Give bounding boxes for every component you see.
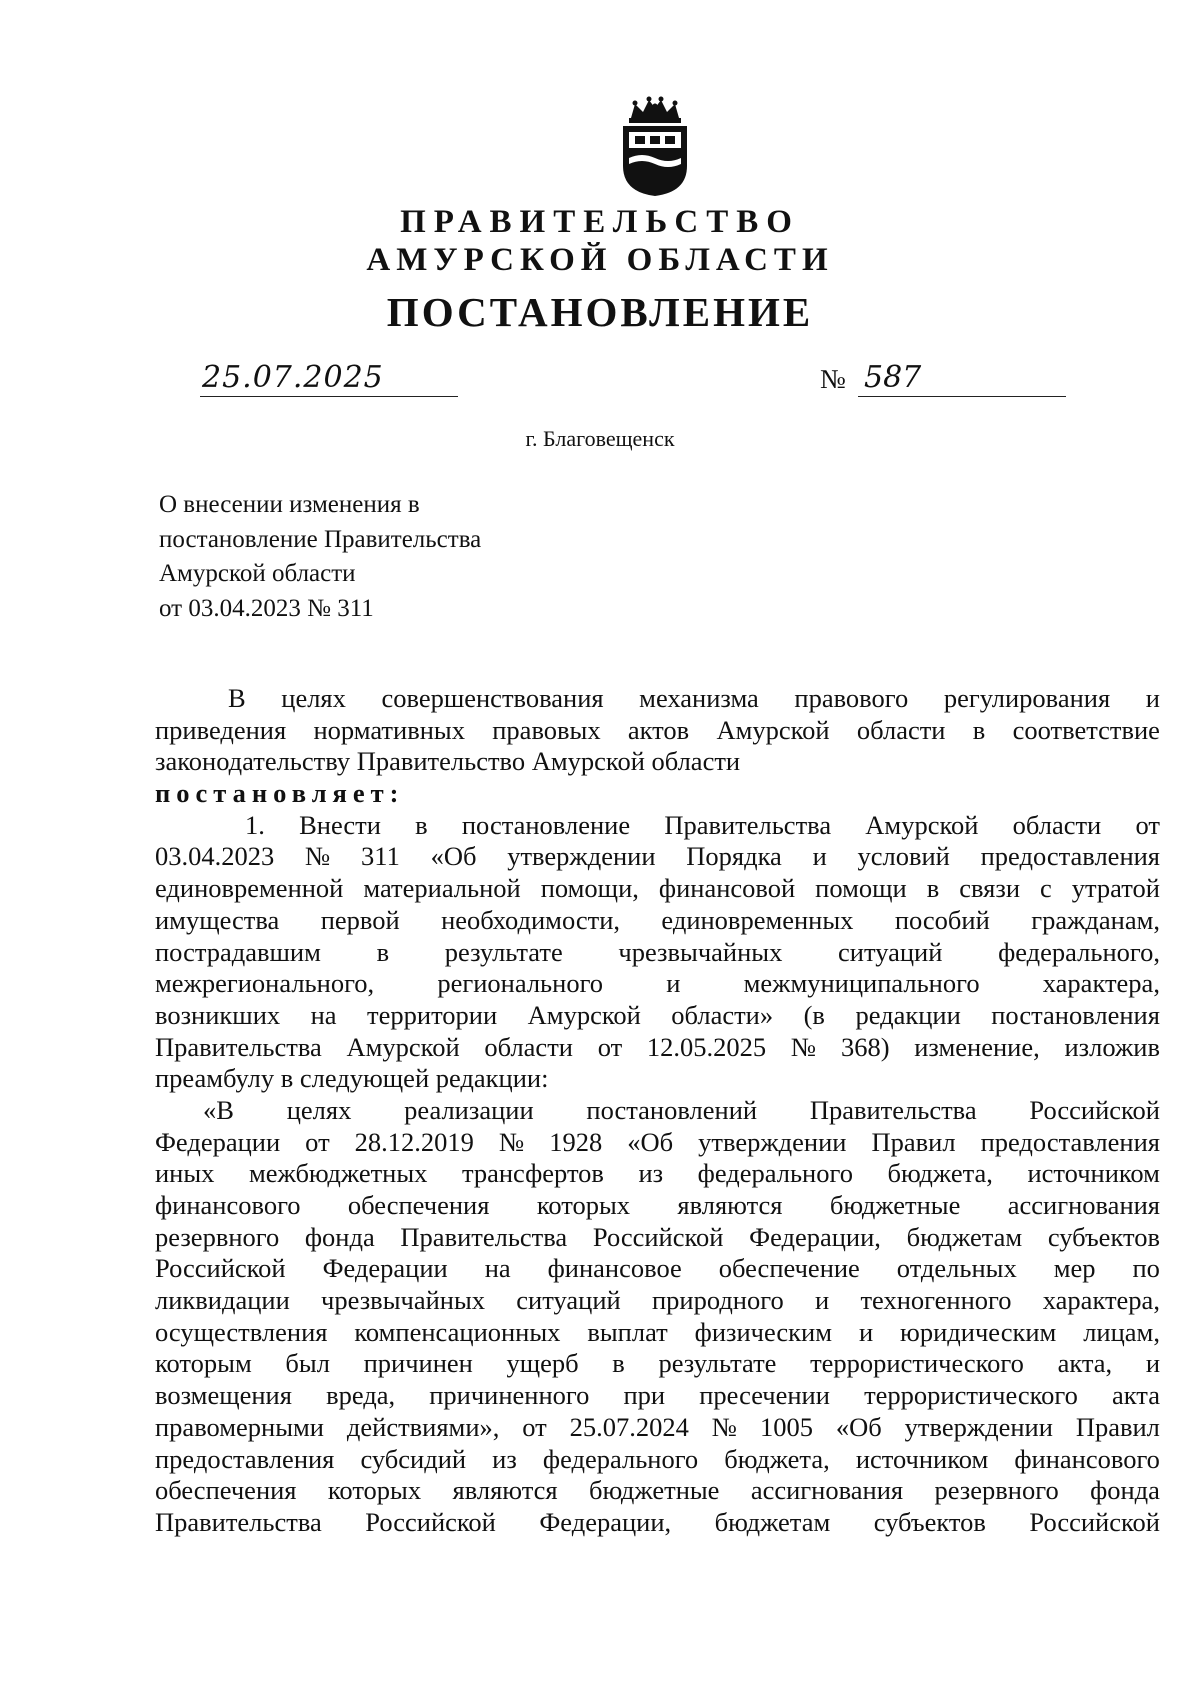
body-word: ситуаций	[838, 936, 943, 967]
body-word: Правил	[871, 1126, 956, 1157]
body-word: первой	[320, 904, 400, 935]
body-word: был	[285, 1348, 330, 1379]
body-word: Российской	[155, 1253, 286, 1284]
body-word: 28.12.2019	[354, 1126, 474, 1157]
subject-line: постановление Правительства	[159, 525, 482, 553]
body-word: помощи	[815, 873, 907, 904]
body-word: 12.05.2025	[646, 1031, 767, 1062]
body-word: от	[305, 1126, 330, 1157]
body-word: 25.07.2024	[569, 1411, 689, 1442]
body-line	[155, 841, 1160, 873]
document-date: 25.07.2025	[202, 360, 384, 395]
body-word: источником	[1027, 1158, 1160, 1189]
body-word: имущества	[155, 904, 280, 935]
body-word: характера,	[1042, 968, 1160, 999]
body-word: Российской	[592, 1221, 724, 1252]
body-word: Амурской	[527, 999, 641, 1030]
body-word: утверждении	[904, 1411, 1053, 1442]
document-body	[155, 683, 1160, 1539]
body-word: Правительства	[155, 1031, 322, 1062]
body-line	[155, 1412, 1160, 1444]
body-word: Федерации,	[539, 1506, 672, 1537]
body-line	[155, 1000, 1160, 1032]
body-word: и	[814, 1285, 830, 1316]
body-word: фонда	[304, 1221, 375, 1252]
document-subject	[159, 488, 481, 626]
body-word: (в	[803, 999, 825, 1030]
body-word: лицам,	[1083, 1316, 1160, 1347]
body-word: ликвидации	[155, 1285, 290, 1316]
body-word: субъектов	[1047, 1221, 1160, 1252]
body-word: Правил	[1075, 1411, 1160, 1442]
body-word: предоставления	[155, 1443, 335, 1474]
body-word: резервного	[934, 1475, 1059, 1506]
body-word: «В	[203, 1094, 234, 1125]
body-word: 368)	[840, 1031, 890, 1062]
body-word: Федерации	[155, 1126, 281, 1157]
body-word: субсидий	[360, 1443, 467, 1474]
body-word: и	[812, 841, 827, 872]
body-line	[155, 1285, 1160, 1317]
body-line	[155, 1222, 1160, 1254]
body-word: Правительства	[809, 1094, 977, 1125]
body-word: межбюджетных	[248, 1158, 428, 1189]
body-line	[155, 1444, 1160, 1476]
body-word: которым	[155, 1348, 252, 1379]
body-word: нормативных	[313, 714, 465, 745]
body-word: обеспечение	[718, 1253, 860, 1284]
body-line	[155, 1380, 1160, 1412]
body-word: изложив	[1064, 1031, 1160, 1062]
body-word: характера,	[1042, 1285, 1160, 1316]
body-line	[155, 1190, 1160, 1222]
body-word: области	[1012, 809, 1102, 840]
body-line	[155, 1348, 1160, 1380]
body-word: утверждении	[507, 841, 656, 872]
body-word: ситуаций	[516, 1285, 621, 1316]
body-word: постановление	[461, 809, 631, 840]
body-word: федерального,	[998, 936, 1160, 967]
body-word: вреда,	[326, 1380, 396, 1411]
body-word: Федерации	[322, 1253, 448, 1284]
body-word: изменение,	[914, 1031, 1040, 1062]
body-word: целях	[281, 683, 346, 713]
body-word: «Об	[430, 841, 477, 872]
body-word: с	[1040, 873, 1052, 904]
body-word: от	[522, 1411, 547, 1442]
body-word: акта,	[1057, 1348, 1113, 1379]
body-word: области»	[671, 999, 774, 1030]
body-word: в	[972, 714, 986, 745]
document-kind-title: ПОСТАНОВЛЕНИЕ	[386, 289, 814, 335]
body-word: которых	[536, 1190, 631, 1220]
body-word: правовых	[492, 714, 601, 745]
body-word: №	[790, 1031, 817, 1062]
body-word: от	[597, 1031, 623, 1062]
body-word: на	[484, 1253, 511, 1284]
body-line	[155, 1475, 1160, 1507]
subject-line: от 03.04.2023 № 311	[159, 594, 374, 622]
body-word: утратой	[1071, 873, 1160, 904]
body-line	[155, 1253, 1160, 1285]
body-word: ущерб	[506, 1348, 579, 1379]
body-word: 1005	[759, 1411, 813, 1442]
body-line	[155, 1032, 1160, 1064]
body-word: Амурской	[346, 1031, 460, 1062]
body-word: источником	[855, 1443, 989, 1474]
body-word: из	[638, 1158, 664, 1189]
body-word: и	[1145, 1348, 1160, 1379]
body-word: выплат	[587, 1316, 668, 1347]
body-line	[155, 873, 1160, 905]
body-word: правомерными	[155, 1411, 324, 1442]
city-name: г. Благовещенск	[525, 426, 675, 451]
body-word: территории	[367, 999, 498, 1030]
body-word: от	[1135, 809, 1160, 840]
body-word: единовременной	[155, 873, 344, 904]
body-word: финансового	[1014, 1443, 1160, 1474]
body-word: области	[856, 714, 946, 745]
body-word: трансфертов	[461, 1158, 604, 1189]
resolution-keyword: постановляет:	[155, 778, 405, 809]
body-line	[155, 1317, 1160, 1349]
body-word: регулирования	[943, 683, 1111, 713]
body-word: чрезвычайных	[618, 936, 783, 967]
subject-line: О внесении изменения в	[159, 491, 420, 518]
body-word: бюджетам	[714, 1506, 831, 1537]
body-word: межмуниципального	[743, 968, 980, 999]
body-word: террористического	[864, 1380, 1078, 1411]
body-word: мер	[1053, 1253, 1096, 1284]
body-word: Правительства	[400, 1221, 568, 1252]
document-number-field	[858, 360, 1066, 397]
government-name-line2: АМУРСКОЙ ОБЛАСТИ	[366, 242, 834, 278]
body-word: целях	[286, 1094, 352, 1125]
body-word: Правительства	[664, 809, 832, 840]
body-word: обеспечения	[155, 1475, 297, 1506]
body-word: 311	[361, 841, 400, 872]
body-word: на	[310, 999, 337, 1030]
body-line: преамбулу в следующей редакции:	[155, 1063, 549, 1094]
body-word: действиями»,	[346, 1411, 500, 1442]
body-word: и	[1145, 683, 1160, 713]
body-word: связи	[959, 873, 1020, 904]
body-word: возмещения	[155, 1380, 292, 1411]
body-word: техногенного	[860, 1285, 1012, 1316]
body-word: в	[926, 873, 940, 904]
body-word: юридическим	[900, 1316, 1057, 1347]
body-word: актов	[627, 714, 690, 745]
body-word: области	[484, 1031, 573, 1062]
body-word: №	[711, 1411, 738, 1442]
body-word: регионального	[437, 968, 604, 999]
body-word: постановлений	[586, 1094, 758, 1125]
body-word: причинен	[363, 1348, 473, 1379]
body-word: природного	[651, 1285, 784, 1316]
body-line	[155, 1507, 1160, 1539]
body-word: 1928	[549, 1126, 603, 1157]
government-name-line1: ПРАВИТЕЛЬСТВО	[400, 204, 800, 240]
body-word: бюджетам	[906, 1221, 1023, 1252]
body-word: в	[612, 1348, 625, 1379]
body-word: из	[492, 1443, 517, 1474]
body-word: «Об	[627, 1126, 674, 1157]
body-line	[155, 905, 1160, 937]
body-word: Российской	[1029, 1094, 1160, 1125]
body-word: предоставления	[980, 841, 1160, 872]
body-word: результате	[658, 1348, 777, 1379]
body-word: причиненного	[429, 1380, 590, 1411]
body-word: обеспечения	[347, 1190, 490, 1220]
body-word: приведения	[155, 714, 287, 745]
body-word: пострадавшим	[155, 936, 321, 967]
body-word: Российской	[1029, 1506, 1160, 1537]
number-sign: №	[820, 364, 846, 394]
body-word: компенсационных	[354, 1316, 561, 1347]
body-word: осуществления	[155, 1316, 328, 1347]
body-word: редакции	[855, 999, 961, 1030]
body-word: соответствие	[1012, 714, 1160, 745]
body-word: правового	[794, 683, 909, 713]
body-word: утверждении	[698, 1126, 847, 1157]
body-word: финансового	[155, 1190, 301, 1220]
body-word: бюджета,	[724, 1443, 830, 1474]
body-word: постановления	[991, 999, 1160, 1030]
body-word: 1.	[245, 809, 265, 840]
body-word: финансовое	[547, 1253, 682, 1284]
body-word: необходимости,	[441, 904, 620, 935]
body-word: физическим	[694, 1316, 833, 1347]
body-word: предоставления	[980, 1126, 1160, 1157]
body-word: бюджета,	[887, 1158, 993, 1189]
body-word: бюджетные	[829, 1190, 961, 1220]
body-word: которых	[327, 1475, 422, 1506]
body-word: пособий	[894, 904, 990, 935]
body-word: совершенствования	[381, 683, 604, 713]
body-word: резервного	[155, 1221, 280, 1252]
body-word: по	[1132, 1253, 1160, 1284]
body-line	[155, 715, 1160, 747]
body-word: гражданам,	[1031, 904, 1160, 935]
body-word: иных	[155, 1158, 215, 1189]
body-word: являются	[677, 1190, 783, 1220]
body-line	[155, 1158, 1160, 1190]
body-word: Амурской	[865, 809, 979, 840]
body-word: террористического	[810, 1348, 1024, 1379]
body-line	[155, 937, 1160, 969]
body-word: единовременных	[661, 904, 854, 935]
body-word: помощи,	[540, 873, 639, 904]
body-word: Российской	[365, 1506, 496, 1537]
body-word: «Об	[835, 1411, 882, 1442]
body-word: акта	[1112, 1380, 1160, 1411]
body-word: реализации	[404, 1094, 534, 1125]
coat-of-arms-emblem	[617, 96, 693, 198]
body-word: №	[305, 841, 331, 872]
body-word: федерального	[697, 1158, 853, 1189]
body-word: межрегионального,	[155, 968, 375, 999]
body-line	[155, 968, 1160, 1000]
body-word: ассигнования	[1007, 1190, 1160, 1220]
body-word: бюджетные	[588, 1475, 720, 1506]
body-word: результате	[444, 936, 563, 967]
body-word: пресечении	[699, 1380, 830, 1411]
body-word: в	[415, 809, 428, 840]
body-word: возникших	[155, 999, 281, 1030]
body-word: субъектов	[873, 1506, 986, 1537]
document-date-field	[200, 360, 458, 397]
body-word: и	[666, 968, 681, 999]
body-word: Амурской	[716, 714, 830, 745]
body-word: 03.04.2023	[155, 841, 275, 872]
body-word: условий	[857, 841, 950, 872]
body-word: механизма	[639, 683, 759, 713]
body-line	[155, 683, 1160, 715]
body-word: являются	[452, 1475, 558, 1506]
body-word: №	[498, 1126, 525, 1157]
body-word: материальной	[363, 873, 521, 904]
body-line	[155, 810, 1160, 842]
body-word: в	[376, 936, 390, 967]
body-line: законодательству Правительство Амурской области	[155, 746, 741, 777]
body-word: федерального	[542, 1443, 699, 1474]
body-word: и	[858, 1316, 874, 1347]
document-number: 587	[864, 360, 922, 395]
body-word: чрезвычайных	[321, 1285, 486, 1316]
body-word: при	[623, 1380, 666, 1411]
body-word: Правительства	[155, 1506, 322, 1537]
subject-line: Амурской области	[159, 560, 356, 587]
body-word: фонда	[1090, 1475, 1160, 1506]
body-word: ассигнования	[750, 1475, 904, 1506]
body-line	[155, 1095, 1160, 1127]
body-word: Федерации,	[749, 1221, 881, 1252]
body-word: Порядка	[686, 841, 782, 872]
body-word: Внести	[299, 809, 381, 840]
body-word: финансовой	[658, 873, 796, 904]
body-word: отдельных	[896, 1253, 1017, 1284]
body-line	[155, 1127, 1160, 1159]
body-word: В	[228, 683, 246, 713]
